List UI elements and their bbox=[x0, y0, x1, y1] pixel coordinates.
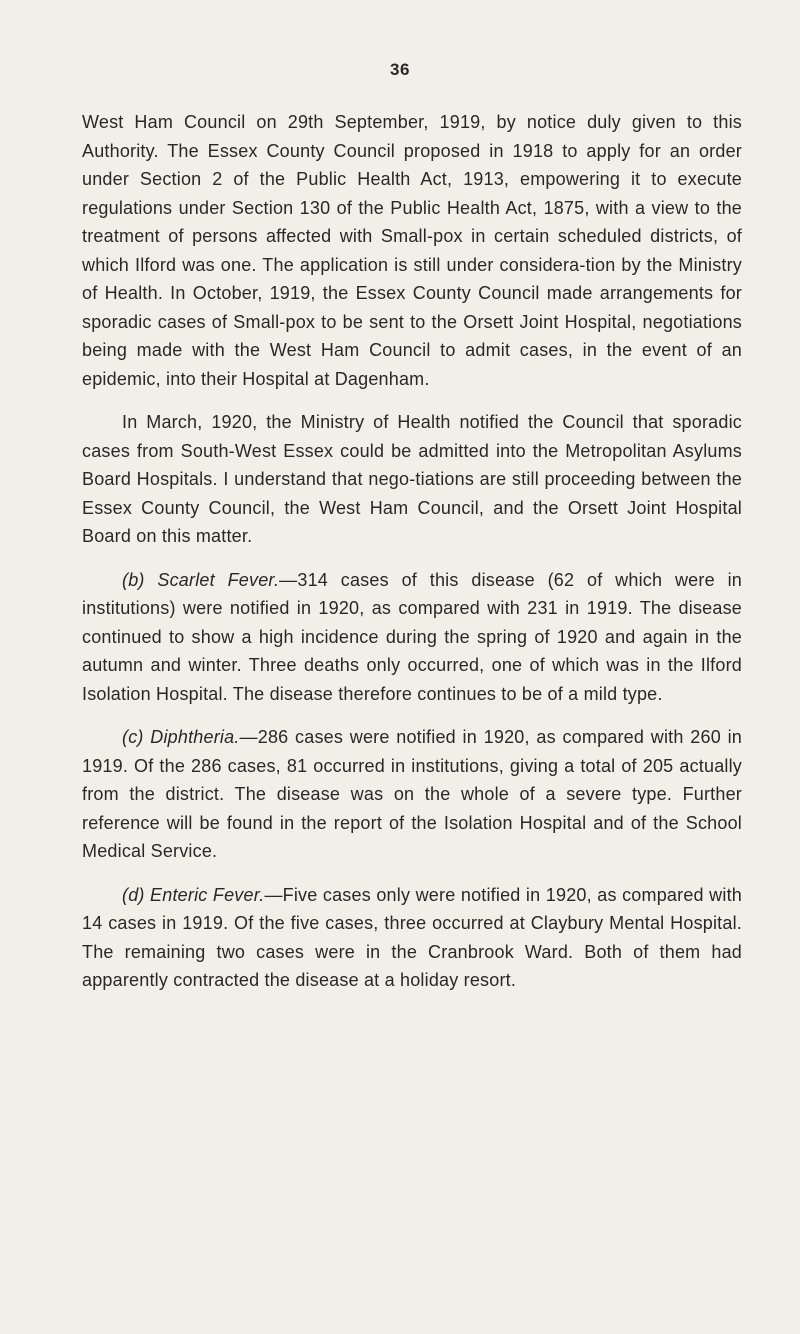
paragraph-text: —314 cases of this disease (62 of which were in institutions) were notified in 1920, as compared with 231 in 1919. The disease continued to show a high incidence during the spring of 1920 and again in the autumn and winter. Three deaths only occurred, one of which was in the Ilford Isolation Hospital. The disease therefore continues to be of a mild type. bbox=[82, 569, 742, 704]
page-number: 36 bbox=[390, 60, 410, 79]
paragraph-diphtheria bbox=[82, 723, 742, 866]
paragraph-text: West Ham Council on 29th September, 1919, by notice duly given to this Authority. The Essex County Council proposed in 1918 to apply for an order under Section 2 of the Public Health Act, 1913, empowering it to execute regulations under Section 130 of the Public Health Act, 1875, with a view to the treatment of persons affected with Small-pox in certain scheduled districts, of which Ilford was one. The application is still under considera-tion by the Ministry of Health. In October, 1919, the Essex County Council made arrangements for sporadic cases of Small-pox to be sent to the Orsett Joint Hospital, negotiations being made with the West Ham Council to admit cases, in the event of an epidemic, into their Hospital at Dagenham. bbox=[82, 112, 742, 389]
section-heading: Scarlet Fever. bbox=[157, 569, 280, 590]
paragraph-smallpox-march-1920 bbox=[82, 408, 742, 551]
section-label: (d) bbox=[122, 884, 145, 905]
section-label: (c) bbox=[122, 727, 144, 747]
body-text bbox=[82, 108, 742, 1010]
paragraph-text: —286 cases were notified in 1920, as compared with 260 in 1919. Of the 286 cases, 81 occurred in institutions, giving a total of 205 actually from the district. The disease was on the whole of a severe type. Further reference will be found in the report of the Isolation Hospital and of the School Medical Service. bbox=[82, 727, 742, 861]
paragraph-enteric-fever bbox=[82, 881, 742, 995]
paragraph-text: In March, 1920, the Ministry of Health notified the Council that sporadic cases from South-West Essex could be admitted into the Metropolitan Asylums Board Hospitals. I understand that nego-tiations are still proceeding between the Essex County Council, the West Ham Council, and the Orsett Joint Hospital Board on this matter. bbox=[82, 412, 742, 546]
section-heading: Diphtheria. bbox=[150, 727, 240, 747]
section-heading: Enteric Fever. bbox=[150, 884, 265, 905]
paragraph-text: —Five cases only were notified in 1920, as compared with 14 cases in 1919. Of the five cases, three occurred at Claybury Mental Hospital. The remaining two cases were in the Cranbrook Ward. Both of them had apparently contracted the disease at a holiday resort. bbox=[82, 884, 742, 990]
paragraph-smallpox-continued bbox=[82, 108, 742, 393]
section-label: (b) bbox=[122, 569, 145, 590]
paragraph-scarlet-fever bbox=[82, 566, 742, 709]
